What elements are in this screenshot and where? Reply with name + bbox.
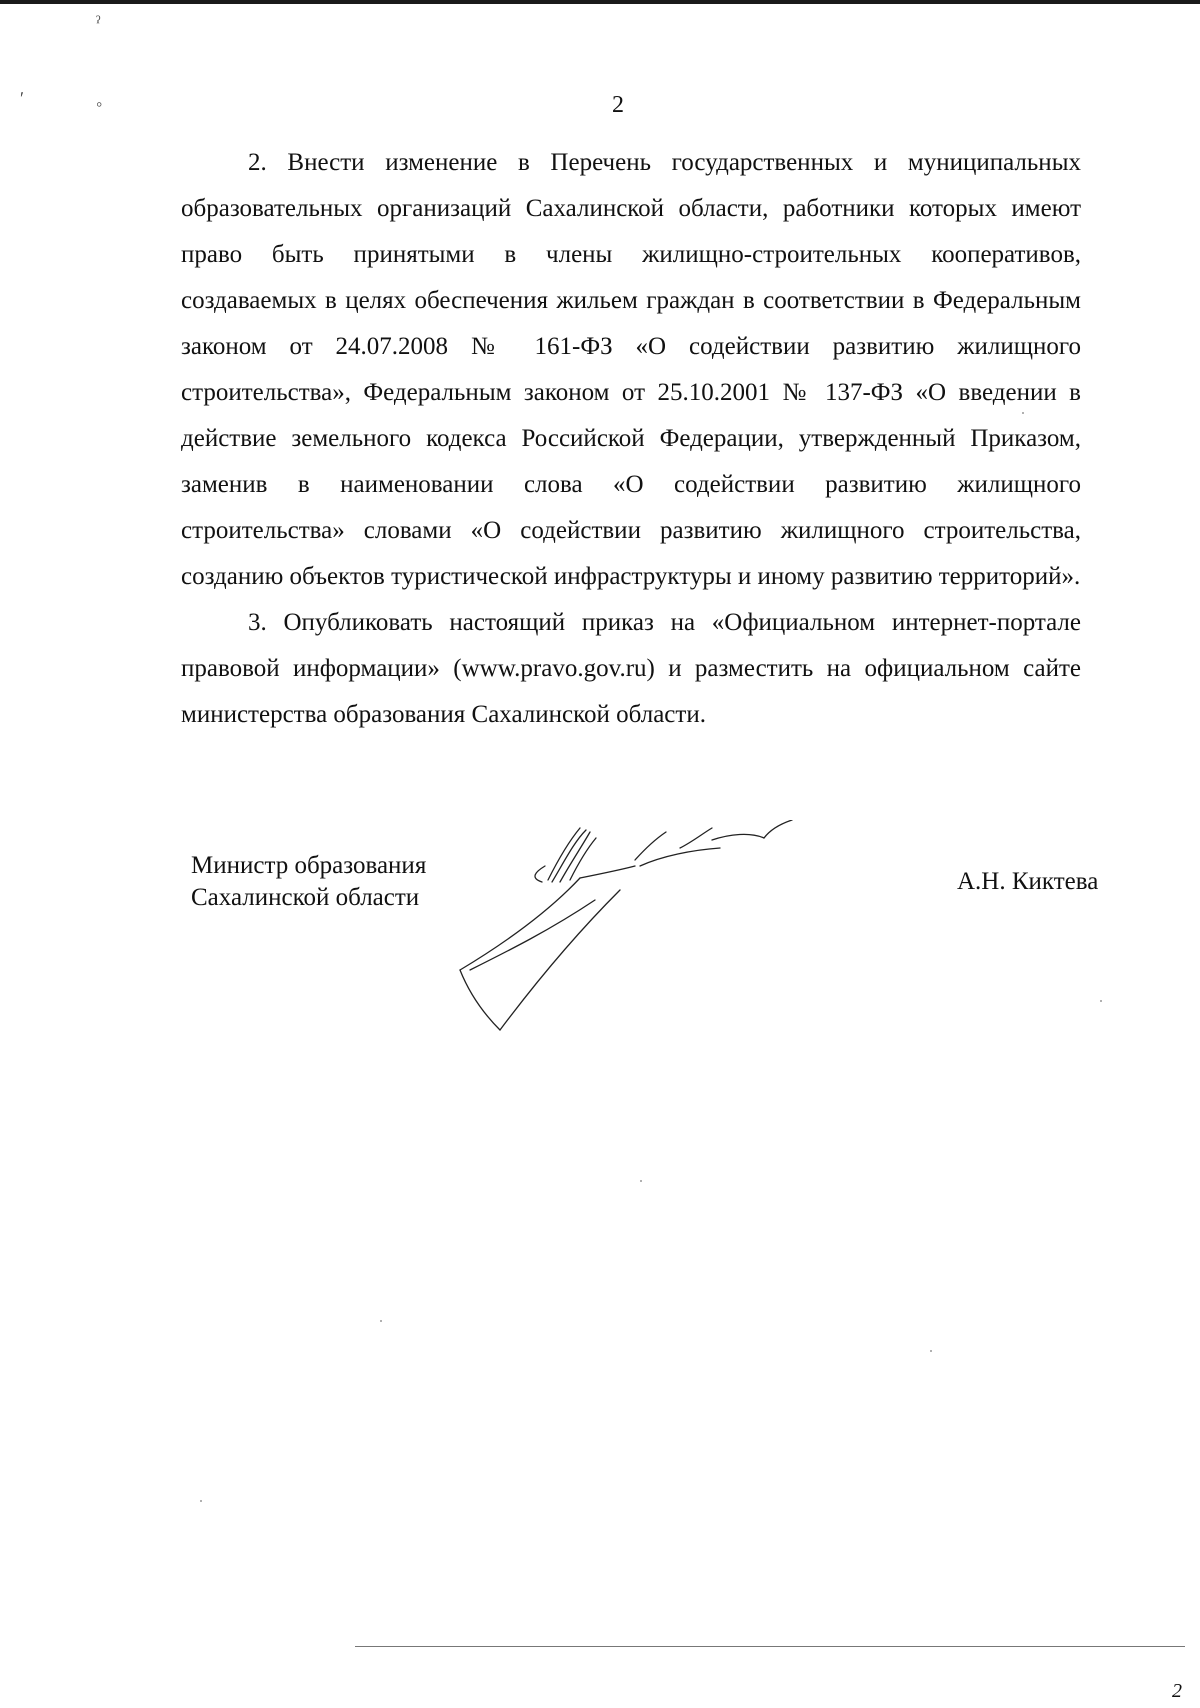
scan-mark-icon: ʹ [20,88,24,108]
scan-speck [640,1180,642,1182]
scan-speck [380,1320,382,1322]
sheet-mark: 2 [1172,1680,1182,1702]
scan-top-edge [0,0,1200,4]
document-body [181,140,1081,738]
paragraph-3: 3. Опубликовать настоящий приказ на «Официальном интернет-портале правовой информации» (www.pravo.gov.ru) и разместить на официальном сайте министерства образования Сахалинской области. [181,609,1081,728]
signer-title-line2: Сахалинской области [191,884,420,911]
scan-speck [930,1350,932,1352]
paragraph-2: 2. Внести изменение в Перечень государственных и муниципальных образовательных организаций Сахалинской области, работники которых имеют право быть принятыми в члены жилищно-строительных кооперативов, создаваемых в целях обеспечения жильем граждан в соответствии в Федеральным законом от 24.07.2008 № 161-ФЗ «О содействии развитию жилищного строительства», Федеральным законом от 25.10.2001 № 137-ФЗ «О введении в действие земельного кодекса Российской Федерации, утвержденный Приказом, заменив в наименовании слова «О содействии развитию жилищного строительства» словами «О содействии развитию жилищного строительства, созданию объектов туристической инфраструктуры и иному развитию территорий». [181,149,1081,590]
handwritten-signature-icon [430,820,880,1090]
scan-mark-icon: ◦ [96,94,103,114]
signer-title [191,850,426,914]
scan-speck [1100,1000,1102,1002]
bottom-divider [355,1646,1185,1647]
scan-speck [1022,412,1024,414]
signer-title-line1: Министр образования [191,852,427,879]
signature-block [0,850,1200,1090]
page-number: 2 [612,92,624,118]
scan-speck [200,1500,202,1502]
signer-name: А.Н. Киктева [957,868,1099,895]
scan-mark-icon: ˀ [96,12,101,32]
